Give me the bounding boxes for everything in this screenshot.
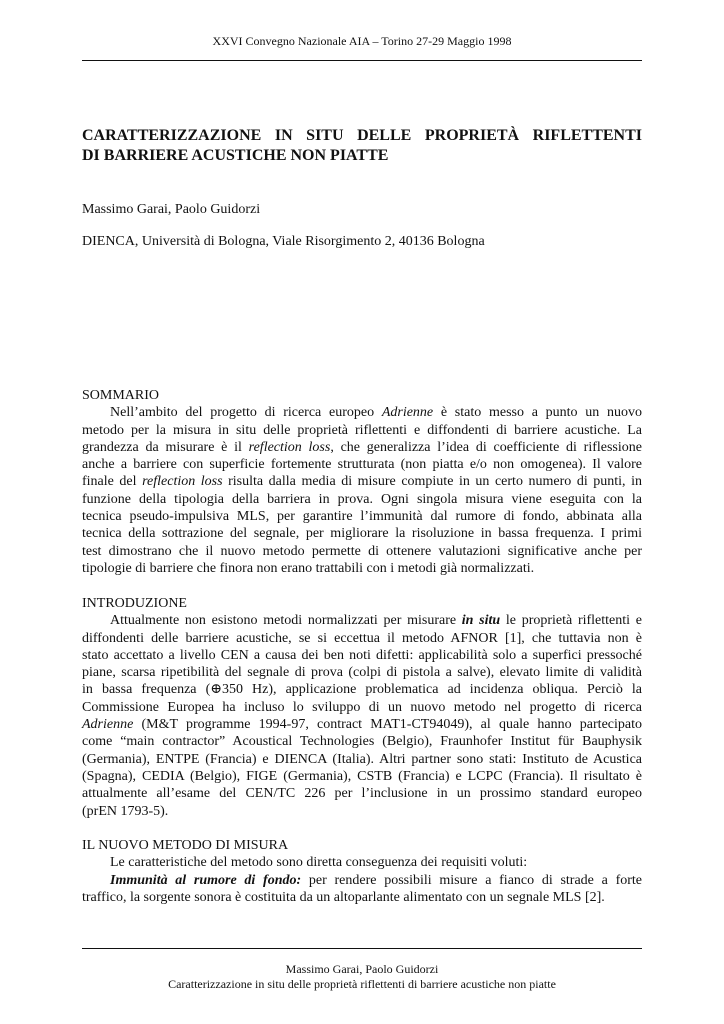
paragraph-line: finale del reflection loss risulta dalla media di misure compiute in un certo numero di punti, in [82, 474, 642, 490]
paragraph-line: traffico, la sorgente sonora è costituita da un altoparlante alimentato con un segnale MLS [2]. [82, 889, 605, 905]
paragraph-line: Adrienne (M&T programme 1994-97, contract MAT1-CT94049), al quale hanno partecipato [82, 717, 642, 733]
project-name: Adrienne [381, 405, 434, 421]
paragraph-line: come “main contractor” Acoustical Technologies (Belgio), Fraunhofer Institut für Bauphysik [82, 734, 642, 750]
section-heading: IL NUOVO METODO DI MISURA [82, 838, 289, 853]
subheading-immunita: Immunità al rumore di fondo: [110, 872, 302, 888]
term-reflection-loss: reflection loss [248, 439, 331, 455]
paragraph-line: Le caratteristiche del metodo sono diretta conseguenza dei requisiti voluti: [110, 855, 528, 871]
section-sommario [82, 387, 642, 577]
header-rule [82, 60, 642, 61]
paragraph-line: metodo per la misura in situ delle proprietà riflettenti e diffondenti di barriere acustiche. La [82, 422, 642, 438]
paragraph-line: piane, scarsa ripetibilità del segnale di prova (colpi di pistola a salve), elevato limite di validità [82, 665, 642, 681]
term-reflection-loss: reflection loss [142, 474, 223, 490]
section-heading: INTRODUZIONE [82, 596, 187, 611]
title-line-1: CARATTERIZZAZIONE IN SITU DELLE PROPRIETÀ RIFLETTENTI [82, 127, 642, 144]
paragraph-line: Commissione Europea ha incluso lo sviluppo di un nuovo metodo nel progetto di ricerca [82, 699, 642, 715]
project-name: Adrienne [82, 717, 134, 733]
affiliation: DIENCA, Università di Bologna, Viale Risorgimento 2, 40136 Bologna [82, 234, 485, 249]
paragraph-line: (Germania), ENTPE (Francia) e DIENCA (Italia). Altri partner sono stati: Instituto de Acustica [82, 751, 642, 767]
paragraph-line: attualmente all’esame del CEN/TC 226 per l’inclusione in un prossimo standard europeo [82, 786, 642, 802]
section-metodo [82, 837, 642, 906]
paragraph-line: (prEN 1793-5). [82, 803, 169, 819]
section-heading: SOMMARIO [82, 388, 160, 403]
section-introduzione [82, 595, 642, 820]
footer-title: Caratterizzazione in situ delle proprietà riflettenti di barriere acustiche non piatte [168, 977, 556, 991]
paragraph-line: test dimostrano che il nuovo metodo permette di ottenere valutazioni significative anche per [82, 543, 642, 559]
paragraph-line: in bassa frequenza (⊕350 Hz), applicazione problematica ad incidenza obliqua. Perciò la [82, 682, 642, 698]
paragraph-line: Nell’ambito del progetto di ricerca europeo Adrienne è stato messo a punto un nuovo [110, 405, 642, 421]
paragraph-line: stato accettato a livello CEN a causa dei ben noti difetti: applicabilità solo a superfici pressoché [82, 647, 642, 663]
paragraph-line: (Spagna), CEDIA (Belgio), FIGE (Germania), CSTB (Francia) e LCPC (Francia). Il risultato è [82, 768, 642, 784]
paragraph-line: funzione della tipologia della barriera in prova. Ogni singola misura viene eseguita con la [82, 491, 642, 507]
paper-title [82, 126, 642, 166]
paragraph-line: Attualmente non esistono metodi normalizzati per misurare in situ le proprietà riflettenti e [110, 613, 642, 629]
paragraph-line: diffondenti delle barriere acustiche, se si eccettua il metodo AFNOR [1], che tuttavia non è [82, 630, 642, 646]
paragraph-line: anche a barriere con superficie fortemente strutturata (non piatta e/o non omogenea). Il valore [82, 457, 642, 473]
paragraph-line: Immunità al rumore di fondo: per rendere possibili misure a fianco di strade a forte [110, 872, 642, 888]
footer-authors: Massimo Garai, Paolo Guidorzi [285, 962, 439, 976]
paragraph-line: tipologie di barriere che finora non erano trattabili con i metodi già normalizzati. [82, 560, 535, 576]
page-footer [0, 962, 724, 992]
authors: Massimo Garai, Paolo Guidorzi [82, 202, 261, 217]
footer-rule [82, 948, 642, 949]
running-header: XXVI Convegno Nazionale AIA – Torino 27-29 Maggio 1998 [212, 34, 512, 48]
paragraph-line: tecnica pseudo-impulsiva MLS, per garantire l’immunità dal rumore di fondo, abbinata alla [82, 509, 642, 525]
paragraph-line: tecnica della sottrazione del segnale, per migliorare la risoluzione in bassa frequenza. I primi [82, 526, 642, 542]
term-in-situ: in situ [461, 613, 501, 629]
title-line-2: DI BARRIERE ACUSTICHE NON PIATTE [82, 147, 389, 164]
paragraph-line: grandezza da misurare è il reflection loss, che generalizza l’idea di coefficiente di riflessione [82, 439, 642, 455]
